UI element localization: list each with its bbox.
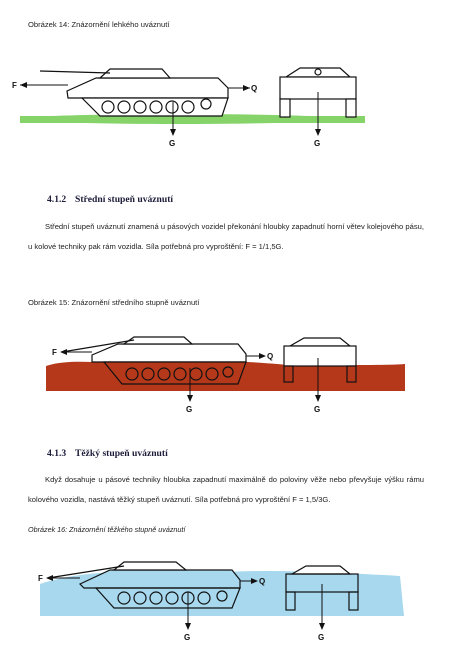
pull-label: Q: [251, 84, 258, 93]
figure-15-caption: Obrázek 15: Znázornění středního stupně uváznutí: [28, 298, 200, 307]
section-title: Těžký stupeň uváznutí: [75, 448, 168, 459]
figure-14-light-stuck: [0, 52, 451, 152]
section-paragraph: Střední stupeň uváznutí znamená u pásových vozidel překonání hloubky zapadnutí horní větev kolejového pásu, u kolové techniky pak rám vozidla. Síla potřebná pro vyproštění: F = 1/1,5G.: [28, 222, 424, 251]
section-number: 4.1.3: [47, 448, 67, 459]
figure-15-medium-stuck: [0, 328, 451, 428]
section-title: Střední stupeň uváznutí: [75, 194, 174, 205]
gravity-label: G: [186, 405, 193, 414]
force-label: F: [38, 574, 43, 583]
gravity-label: G: [169, 139, 176, 148]
gravity-label: G: [184, 633, 191, 642]
gravity-label: G: [314, 139, 321, 148]
pull-label: Q: [259, 577, 266, 586]
section-paragraph: Když dosahuje u pásové techniky hloubka zapadnutí maximálně do poloviny věže nebo převyšuje výšku rámu kolového vozidla, nastává těžký stupeň uváznutí. Síla potřebná pro vyproštění F = 1,5/3G.: [28, 475, 424, 504]
section-heading-4-1-2: [47, 194, 173, 205]
force-label: F: [12, 81, 17, 90]
figure-16-caption: Obrázek 16: Znázornění těžkého stupně uváznutí: [28, 525, 186, 534]
section-number: 4.1.2: [47, 194, 67, 205]
pull-label: Q: [267, 352, 274, 361]
figure-16-heavy-stuck: [0, 554, 451, 654]
gravity-label: G: [314, 405, 321, 414]
grass-ground: [20, 116, 365, 123]
gravity-label: G: [318, 633, 325, 642]
force-label: F: [52, 348, 57, 357]
section-heading-4-1-3: [47, 448, 168, 459]
figure-14-caption: Obrázek 14: Znázornění lehkého uváznutí: [28, 20, 170, 29]
tracked-vehicle: [40, 69, 228, 116]
